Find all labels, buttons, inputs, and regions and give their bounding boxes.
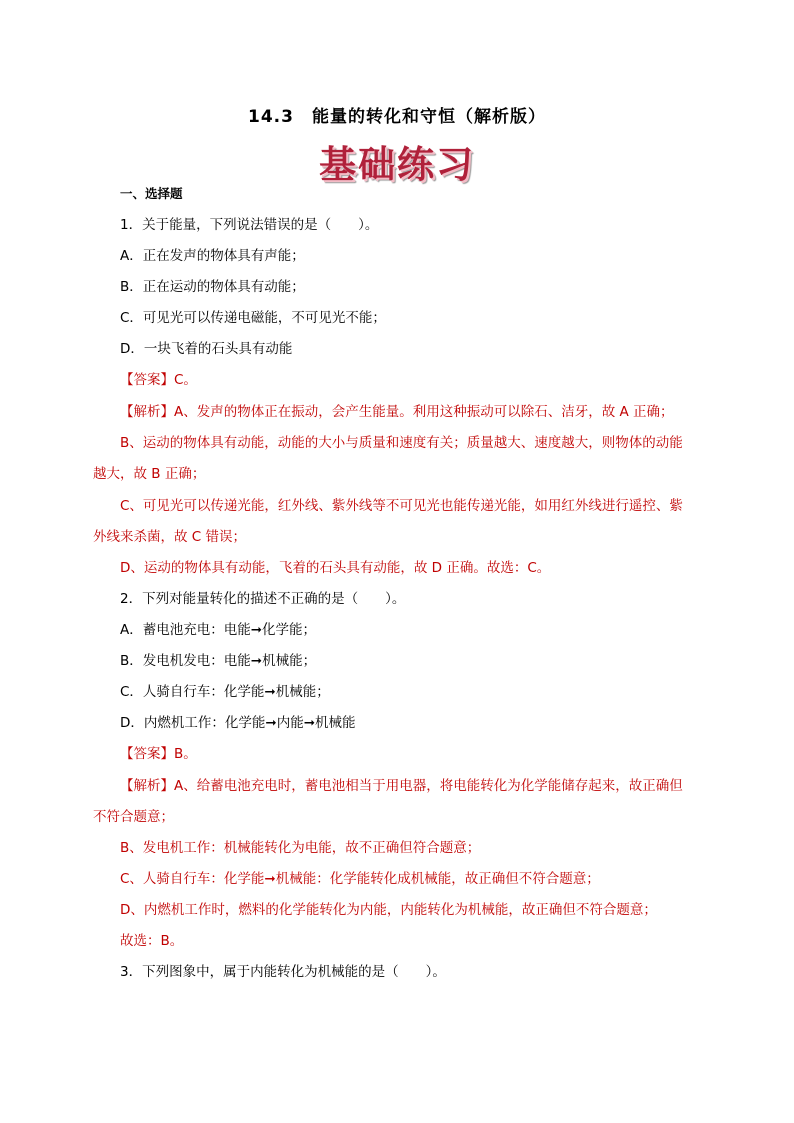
q2-option-c: C．人骑自行车：化学能➞机械能； (120, 684, 330, 700)
analysis-text: A、给蓄电池充电时，蓄电池相当于用电器，将电能转化为化学能储存起来，故正确但 (174, 778, 683, 794)
answer-value: B。 (174, 746, 197, 762)
q2-option-d: D．内燃机工作：化学能➞内能➞机械能 (120, 715, 356, 731)
section-heading: 一、选择题 (120, 186, 183, 201)
q2-conclusion: 故选：B。 (120, 933, 184, 949)
answer-value: C。 (174, 372, 197, 388)
analysis-tag: 【解析】 (120, 778, 174, 794)
q1-analysis-line-6: D、运动的物体具有动能，飞着的石头具有动能，故 D 正确。故选：C。 (120, 560, 551, 576)
document-title: 14.3 能量的转化和守恒（解析版） (248, 107, 546, 127)
q2-option-a: A．蓄电池充电：电能➞化学能； (120, 622, 317, 638)
basic-practice-banner: 基础练习 (319, 142, 475, 186)
q1-analysis-line-4: C、可见光可以传递光能，红外线、紫外线等不可见光也能传递光能，如用红外线进行遥控、紫 (120, 498, 683, 514)
q2-analysis-line-3: B、发电机工作：机械能转化为电能，故不正确但符合题意； (120, 840, 481, 856)
q1-option-b: B．正在运动的物体具有动能； (120, 279, 305, 295)
q1-analysis-line-5: 外线来杀菌，故 C 错误； (93, 529, 247, 545)
q2-analysis-line-5: D、内燃机工作时，燃料的化学能转化为内能，内能转化为机械能，故正确但不符合题意； (120, 902, 657, 918)
q1-analysis-line-3: 越大，故 B 正确； (93, 466, 206, 482)
q1-option-a: A．正在发声的物体具有声能； (120, 248, 305, 264)
q2-analysis-line-4: C、人骑自行车：化学能➞机械能：化学能转化成机械能，故正确但不符合题意； (120, 871, 600, 887)
q2-answer (120, 744, 197, 764)
q1-option-d: D．一块飞着的石头具有动能 (120, 341, 293, 357)
q2-option-b: B．发电机发电：电能➞机械能； (120, 653, 317, 669)
q2-analysis-line-1 (120, 776, 683, 796)
q1-analysis-line-1 (120, 402, 674, 422)
q2-stem: 2．下列对能量转化的描述不正确的是（ ）。 (120, 591, 406, 607)
q2-analysis-line-2: 不符合题意； (93, 809, 174, 825)
answer-tag: 【答案】 (120, 746, 174, 762)
analysis-text: A、发声的物体正在振动，会产生能量。利用这种振动可以除石、洁牙，故 A 正确； (174, 404, 674, 420)
q3-stem: 3．下列图象中，属于内能转化为机械能的是（ ）。 (120, 964, 446, 980)
q1-option-c: C．可见光可以传递电磁能，不可见光不能； (120, 310, 386, 326)
answer-tag: 【答案】 (120, 372, 174, 388)
analysis-tag: 【解析】 (120, 404, 174, 420)
q1-analysis-line-2: B、运动的物体具有动能，动能的大小与质量和速度有关；质量越大、速度越大，则物体的动能 (120, 435, 683, 451)
q1-stem: 1．关于能量，下列说法错误的是（ ）。 (120, 217, 379, 233)
q1-answer (120, 370, 197, 390)
